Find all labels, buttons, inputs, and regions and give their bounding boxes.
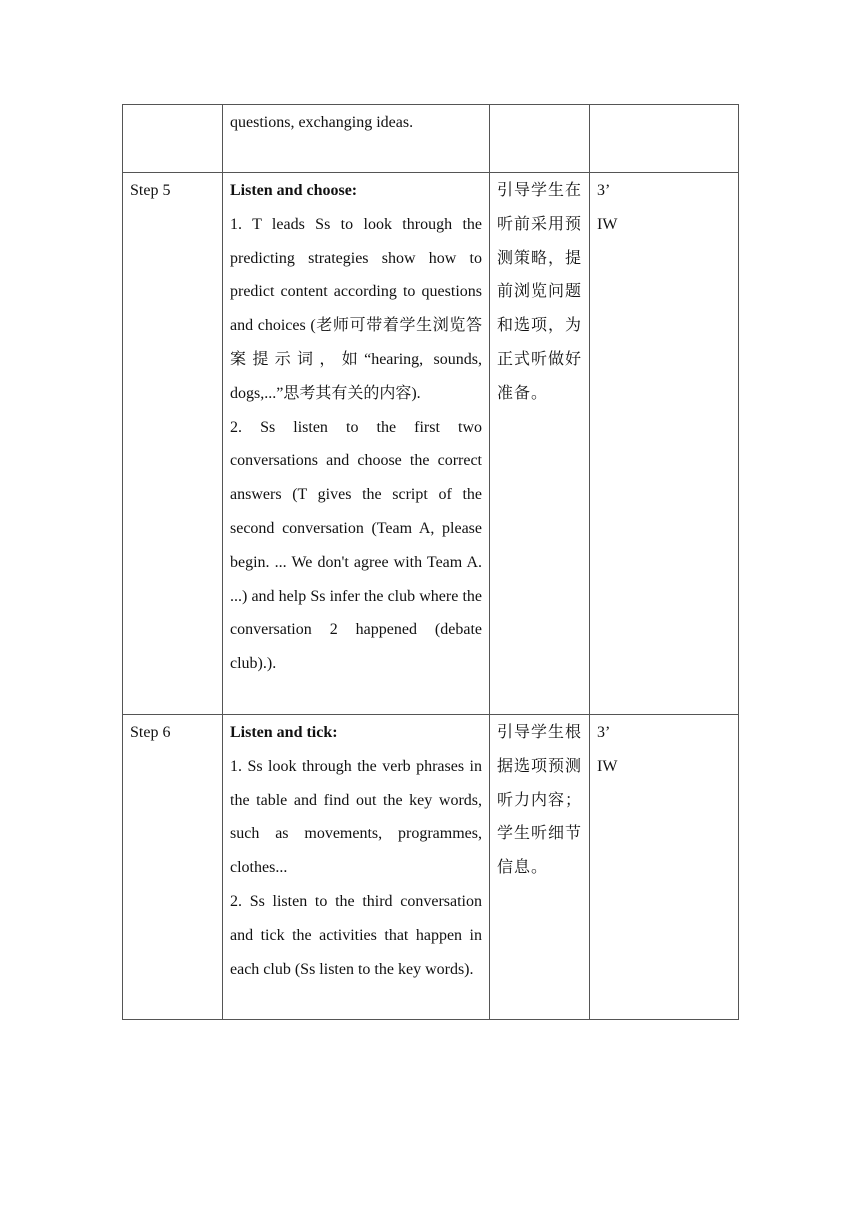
step-label: Step 5 <box>130 182 171 199</box>
activity-paragraph: 2. Ss listen to the first two conversations and choose the correct answers (T gives the script of the second conversation (Team A, please begin. ... We don't agree with Team A. ...) and help Ss infer the club where the conversation 2 happened (debate club).). <box>230 418 482 673</box>
table-row <box>123 715 739 1020</box>
mode-text: IW <box>597 215 618 233</box>
purpose-text: 引导学生根据选项预测听力内容；学生听细节信息。 <box>497 724 583 877</box>
table-row <box>123 105 739 173</box>
activity-paragraph: 1. T leads Ss to look through the predicting strategies show how to predict content according to questions and choices (老师可带着学生浏览答案提示词，如“hearing, sounds, dogs,...”思考其有关的内容). <box>230 215 482 402</box>
time-text: 3’ <box>597 724 611 741</box>
activity-cell <box>223 715 490 1020</box>
step-cell <box>123 105 223 173</box>
purpose-cell <box>490 715 590 1020</box>
activity-cell <box>223 173 490 715</box>
lesson-plan-table <box>122 104 739 1020</box>
step-cell <box>123 715 223 1020</box>
time-text: 3’ <box>597 182 611 199</box>
purpose-text: 引导学生在听前采用预测策略，提前浏览问题和选项，为正式听做好准备。 <box>497 182 583 402</box>
activity-paragraph: 1. Ss look through the verb phrases in the table and find out the key words, such as movements, programmes, clothes... <box>230 757 482 877</box>
activity-paragraph: 2. Ss listen to the third conversation and tick the activities that happen in each club (Ss listen to the key words). <box>230 892 482 978</box>
purpose-cell <box>490 173 590 715</box>
activity-heading: Listen and choose: <box>230 182 358 199</box>
activity-paragraph: questions, exchanging ideas. <box>230 114 414 131</box>
time-mode-cell <box>590 173 739 715</box>
time-mode-cell <box>590 105 739 173</box>
step-cell <box>123 173 223 715</box>
step-label: Step 6 <box>130 724 171 741</box>
activity-cell <box>223 105 490 173</box>
time-mode-cell <box>590 715 739 1020</box>
purpose-cell <box>490 105 590 173</box>
table-row <box>123 173 739 715</box>
mode-text: IW <box>597 757 618 775</box>
activity-heading: Listen and tick: <box>230 724 338 741</box>
